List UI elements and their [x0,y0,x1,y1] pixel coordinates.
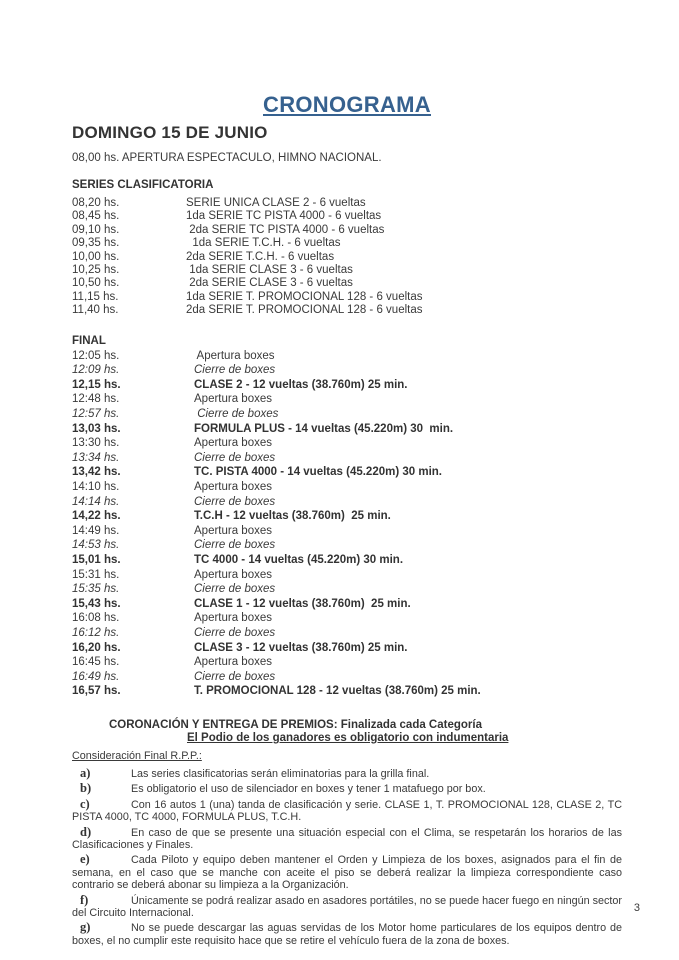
schedule-time: 13:30 hs. [72,437,120,450]
schedule-row [72,480,622,495]
schedule-row [72,524,622,539]
schedule-time: 13:34 hs. [72,451,120,464]
schedule-time: 16,57 hs. [72,685,121,698]
schedule-row [72,210,622,223]
schedule-row [72,641,622,656]
schedule-row [72,611,622,626]
considerations-heading: Consideración Final R.P.P.: [72,749,202,762]
schedule-event: Apertura boxes [194,437,272,450]
schedule-row [72,363,622,378]
schedule-time: 10,50 hs. [72,277,120,290]
schedule-event: Apertura boxes [194,349,275,362]
schedule-event: Apertura boxes [194,393,272,406]
awards-podium-line: El Podio de los ganadores es obligatorio con indumentaria [187,731,509,744]
schedule-row [72,451,622,466]
schedule-event: CLASE 1 - 12 vueltas (38.760m) 25 min. [194,597,411,610]
item-text: Cada Piloto y equipo deben mantener el Orden y Limpieza de los boxes, asignados para el fin de semana, en el caso que se manche con aceite el piso se deberá realizar la limpieza correspondiente caso contrario se deberá abonar su limpieza a la Organización. [72,854,622,892]
final-section-heading: FINAL [72,334,106,347]
item-text: Con 16 autos 1 (una) tanda de clasificación y serie. CLASE 1, T. PROMOCIONAL 128, CLASE 2, TC PISTA 4000, TC 4000, FORMULA PLUS, T.C.H. [72,798,622,824]
schedule-row [72,224,622,237]
schedule-time: 16,20 hs. [72,641,121,654]
considerations-list [72,767,622,947]
item-letter: c) [80,796,90,811]
schedule-time: 14,22 hs. [72,510,121,523]
schedule-event: Apertura boxes [194,481,272,493]
schedule-time: 16:08 hs. [72,612,120,625]
schedule-time: 16:49 hs. [72,670,120,683]
schedule-time: 15:35 hs. [72,583,120,596]
schedule-event: TC. PISTA 4000 - 14 vueltas (45.220m) 30 min. [194,466,442,479]
schedule-event: CLASE 3 - 12 vueltas (38.760m) 25 min. [194,641,408,654]
schedule-row [72,264,622,277]
schedule-event: Cierre de boxes [194,495,276,508]
consideration-item [72,826,622,852]
item-letter: a) [80,765,91,780]
schedule-row [72,277,622,290]
schedule-time: 12:05 hs. [72,349,120,362]
schedule-event: 1da SERIE TC PISTA 4000 - 6 vueltas [186,210,382,223]
final-schedule [72,349,622,699]
schedule-row [72,553,622,568]
schedule-time: 13,03 hs. [72,422,121,435]
schedule-time: 14:14 hs. [72,495,120,508]
schedule-row [72,436,622,451]
schedule-event: Apertura boxes [194,568,272,581]
schedule-row [72,670,622,685]
schedule-row [72,495,622,510]
schedule-row [72,392,622,407]
item-letter: g) [80,920,91,935]
item-text: Las series clasificatorias serán eliminatorias para la grilla final. [131,767,430,780]
item-letter: d) [80,824,92,839]
schedule-row [72,378,622,393]
item-text: Únicamente se podrá realizar asado en asadores portátiles, no se puede hacer fuego en ningún sector del Circuito Internacional. [72,894,622,919]
schedule-row [72,655,622,670]
schedule-row [72,251,622,264]
schedule-time: 12:09 hs. [72,364,120,377]
schedule-row [72,197,622,210]
series-section-heading: SERIES CLASIFICATORIA [72,179,214,191]
schedule-time: 11,15 hs. [72,290,119,303]
schedule-row [72,237,622,250]
schedule-event: Cierre de boxes [194,539,276,552]
item-letter: b) [80,781,92,796]
schedule-time: 12:57 hs. [72,408,120,421]
schedule-time: 10,00 hs. [72,250,120,263]
schedule-event: Apertura boxes [194,656,272,669]
schedule-event: CLASE 2 - 12 vueltas (38.760m) 25 min. [194,378,408,391]
schedule-time: 08,45 hs. [72,210,120,223]
schedule-time: 15,01 hs. [72,553,121,566]
schedule-event: 2da SERIE T. PROMOCIONAL 128 - 6 vueltas [186,304,423,317]
schedule-event: Apertura boxes [194,524,272,537]
consideration-item [72,767,622,780]
item-text: Es obligatorio el uso de silenciador en boxes y tener 1 matafuego por box. [131,783,486,796]
schedule-time: 09,35 hs. [72,237,120,250]
schedule-row [72,538,622,553]
schedule-event: 2da SERIE TC PISTA 4000 - 6 vueltas [186,223,385,236]
schedule-row [72,582,622,597]
schedule-time: 16:45 hs. [72,656,120,669]
schedule-time: 15:31 hs. [72,568,120,581]
schedule-time: 14:49 hs. [72,524,120,537]
schedule-event: 1da SERIE T.C.H. - 6 vueltas [186,237,341,250]
schedule-event: 1da SERIE T. PROMOCIONAL 128 - 6 vueltas [186,290,423,303]
schedule-event: 2da SERIE T.C.H. - 6 vueltas [186,250,335,263]
consideration-item [72,798,622,824]
schedule-event: Cierre de boxes [194,408,279,421]
schedule-row [72,597,622,612]
schedule-time: 10,25 hs. [72,264,120,277]
schedule-event: T. PROMOCIONAL 128 - 12 vueltas (38.760m) 25 min. [194,685,481,698]
schedule-event: Cierre de boxes [194,626,276,639]
schedule-row [72,465,622,480]
schedule-time: 12:48 hs. [72,393,120,406]
series-schedule [72,197,622,318]
consideration-item [72,921,622,947]
schedule-row [72,509,622,524]
schedule-event: TC 4000 - 14 vueltas (45.220m) 30 min. [194,553,404,566]
schedule-row [72,407,622,422]
consideration-item [72,853,622,891]
item-letter: e) [80,852,90,867]
schedule-event: Apertura boxes [194,612,272,625]
schedule-row [72,304,622,317]
awards-line: CORONACIÓN Y ENTREGA DE PREMIOS: Finalizada cada Categoría [109,718,482,731]
schedule-event: Cierre de boxes [194,670,276,683]
schedule-event: Cierre de boxes [194,364,276,377]
page-number: 3 [633,902,640,914]
schedule-event: T.C.H - 12 vueltas (38.760m) 25 min. [194,510,391,523]
schedule-time: 15,43 hs. [72,597,121,610]
schedule-row [72,684,622,699]
consideration-item [72,782,622,795]
schedule-event: Cierre de boxes [194,583,276,596]
page-title: CRONOGRAMA [263,92,431,117]
schedule-time: 14:10 hs. [72,481,120,493]
schedule-time: 13,42 hs. [72,466,121,479]
schedule-time: 16:12 hs. [72,626,120,639]
date-heading: DOMINGO 15 DE JUNIO [72,123,268,142]
schedule-row [72,349,622,364]
schedule-row [72,422,622,437]
opening-line: 08,00 hs. APERTURA ESPECTACULO, HIMNO NACIONAL. [72,152,382,164]
schedule-row [72,568,622,583]
item-letter: f) [80,892,89,907]
schedule-row [72,291,622,304]
schedule-time: 08,20 hs. [72,197,120,209]
schedule-event: FORMULA PLUS - 14 vueltas (45.220m) 30 min. [194,422,454,435]
schedule-event: 1da SERIE CLASE 3 - 6 vueltas [186,264,353,277]
schedule-event: SERIE UNICA CLASE 2 - 6 vueltas [186,197,366,209]
consideration-item [72,894,622,920]
item-text: En caso de que se presente una situación especial con el Clima, se respetarán los horarios de las Clasificaciones y Finales. [72,826,622,851]
schedule-row [72,626,622,641]
schedule-event: 2da SERIE CLASE 3 - 6 vueltas [186,277,353,290]
schedule-time: 09,10 hs. [72,223,120,236]
item-text: No se puede descargar las aguas servidas de los Motor home particulares de los equipos dentro de boxes, el no cumplir este requisito hace que se retire el vehículo fuera de la zona de boxes. [72,922,622,947]
schedule-time: 14:53 hs. [72,539,120,552]
schedule-event: Cierre de boxes [194,451,276,464]
schedule-time: 11,40 hs. [72,304,119,317]
schedule-time: 12,15 hs. [72,378,121,391]
